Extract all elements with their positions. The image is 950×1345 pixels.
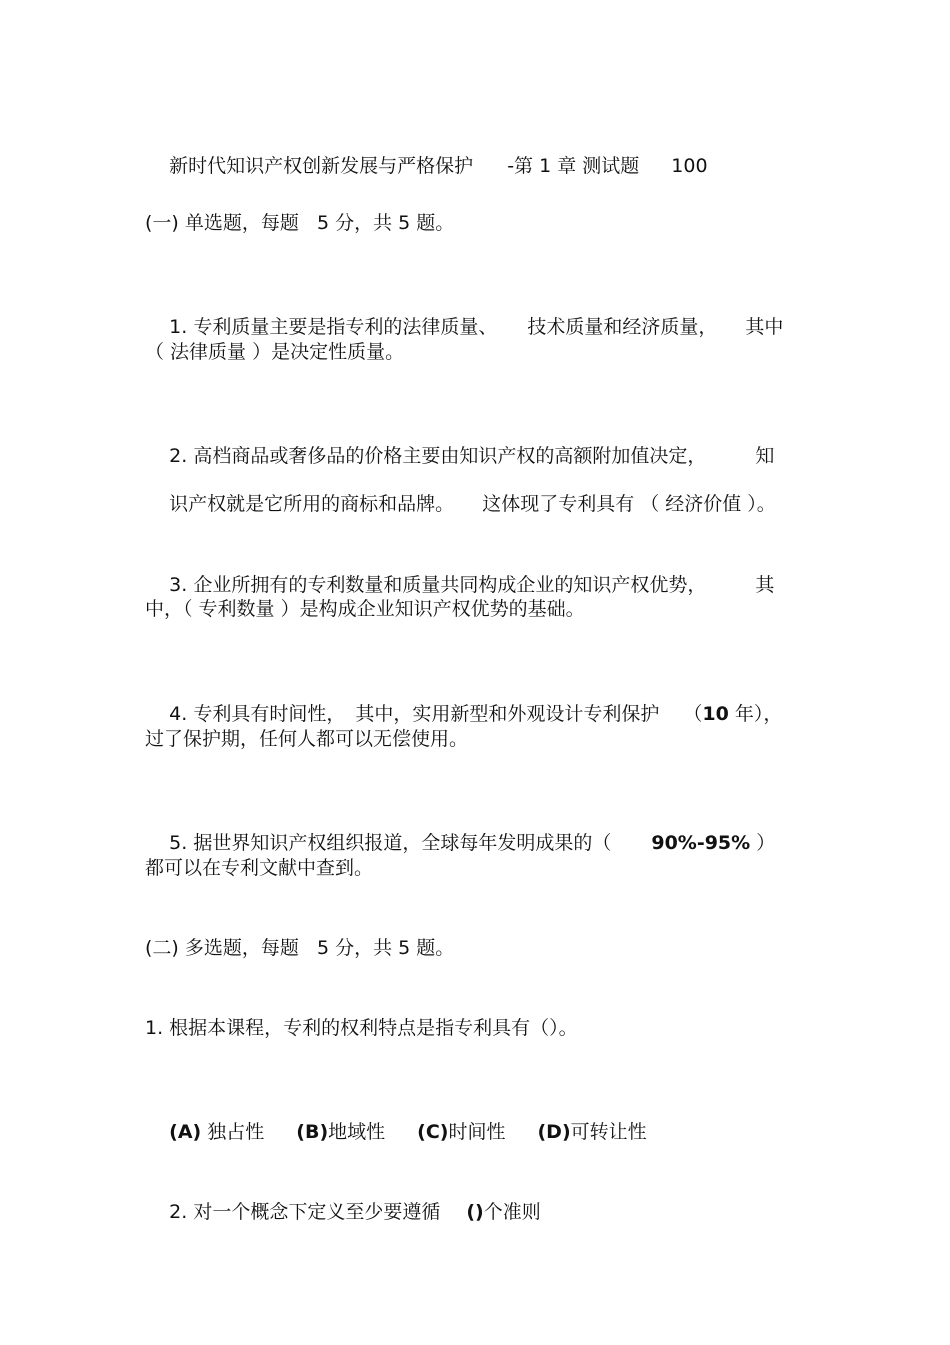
q1-text-b: 技术质量和经济质量，: [527, 316, 718, 338]
mq2-blank: (): [466, 1201, 484, 1223]
multi-question-2: [145, 1176, 541, 1248]
question-2-line-2: [145, 468, 776, 540]
option-c-key: (C): [417, 1121, 449, 1143]
question-5-line-2: 都可以在专利文献中查到。: [145, 857, 374, 879]
q2-text-b: 知: [755, 445, 775, 467]
mq2-text-b: 个准则: [483, 1201, 541, 1223]
section-heading-multiple-choice: (二) 多选题，每题 5 分，共 5 题。: [145, 937, 455, 959]
document-title: [145, 130, 708, 202]
question-1-line-2: （ 法律质量 ）是决定性质量。: [145, 341, 405, 363]
q5-close-paren: ）: [750, 832, 776, 854]
multi-question-1-options: [145, 1096, 647, 1168]
q2-text-d: 这体现了专利具有 （ 经济价值 ）。: [482, 493, 776, 515]
question-4-line-2: 过了保护期，任何人都可以无偿使用。: [145, 728, 469, 750]
q5-answer: 90%-95%: [651, 832, 751, 854]
q4-close-paren: 年），: [728, 703, 783, 725]
title-main: 新时代知识产权创新发展与严格保护: [169, 155, 474, 177]
multi-question-1: 1. 根据本课程，专利的权利特点是指专利具有（）。: [145, 1017, 578, 1039]
q5-text-a: 5. 据世界知识产权组织报道，全球每年发明成果的（: [169, 832, 612, 854]
section-heading-single-choice: (一) 单选题，每题 5 分，共 5 题。: [145, 212, 455, 234]
q4-text-b: 其中，实用新型和外观设计专利保护: [355, 703, 660, 725]
option-d-key: (D): [537, 1121, 571, 1143]
option-b-key: (B): [296, 1121, 329, 1143]
q3-text-b: 其: [755, 574, 775, 596]
q2-text-c: 识产权就是它所用的商标和品牌。: [169, 493, 455, 515]
option-d-text: 可转让性: [570, 1121, 647, 1143]
q2-text-a: 2. 高档商品或奢侈品的价格主要由知识产权的高额附加值决定，: [169, 445, 707, 467]
q4-open-paren: （: [683, 703, 703, 725]
title-chapter: -第 1 章 测试题: [507, 155, 640, 177]
q4-text-a: 4. 专利具有时间性，: [169, 703, 346, 725]
q3-text-a: 3. 企业所拥有的专利数量和质量共同构成企业的知识产权优势，: [169, 574, 707, 596]
q1-text-a: 1. 专利质量主要是指专利的法律质量、: [169, 316, 498, 338]
option-b-text: 地域性: [328, 1121, 386, 1143]
option-a-key: (A): [169, 1121, 202, 1143]
question-3-line-2: 中，（ 专利数量 ）是构成企业知识产权优势的基础。: [145, 598, 585, 620]
option-a-text: 独占性: [201, 1121, 265, 1143]
title-score: 100: [671, 155, 708, 177]
mq2-text-a: 2. 对一个概念下定义至少要遵循: [169, 1201, 441, 1223]
q4-answer: 10: [702, 703, 729, 725]
q1-text-c: 其中: [745, 316, 784, 338]
option-c-text: 时间性: [448, 1121, 506, 1143]
